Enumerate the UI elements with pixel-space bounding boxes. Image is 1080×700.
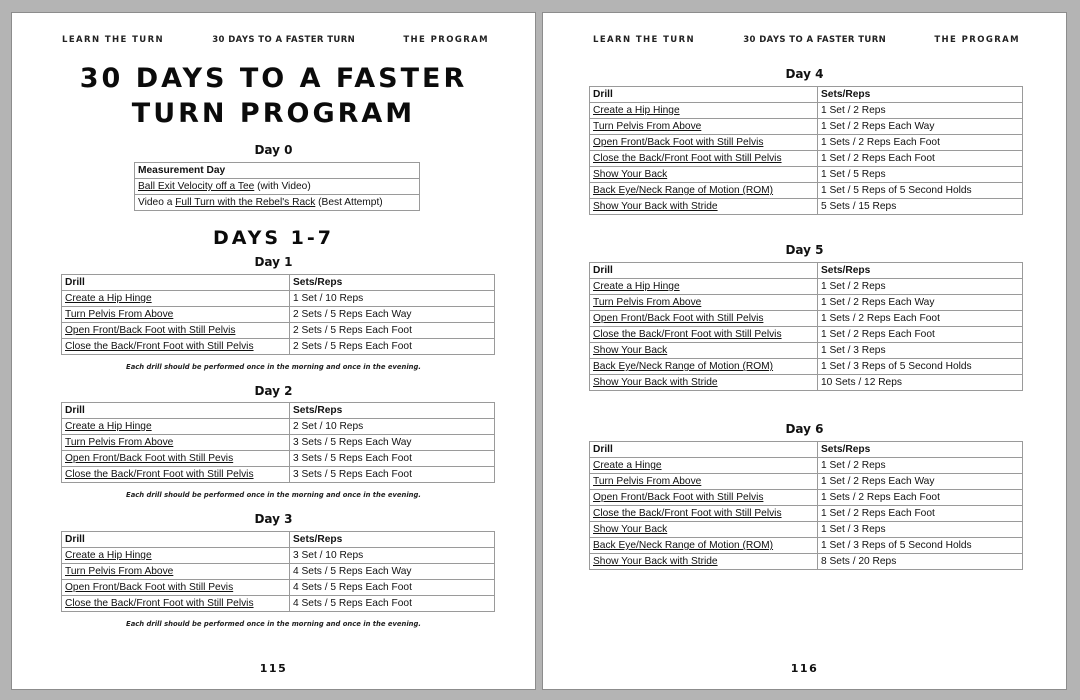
sets-reps: 1 Set / 10 Reps bbox=[290, 291, 495, 307]
sets-reps: 1 Set / 3 Reps bbox=[818, 522, 1023, 538]
sets-reps: 1 Set / 2 Reps Each Foot bbox=[818, 327, 1023, 343]
header-book-subtitle: 30 DAYS TO A FASTER TURN bbox=[743, 35, 887, 45]
table-row bbox=[590, 311, 1023, 327]
table-row bbox=[590, 359, 1023, 375]
day-2-note: Each drill should be performed once in the morning and once in the evening. bbox=[126, 491, 421, 499]
table-row bbox=[62, 564, 495, 580]
table-header-row bbox=[62, 403, 495, 419]
sets-reps: 1 Set / 2 Reps Each Way bbox=[818, 295, 1023, 311]
sets-reps: 1 Set / 2 Reps Each Way bbox=[818, 119, 1023, 135]
sets-reps: 10 Sets / 12 Reps bbox=[818, 375, 1023, 391]
sets-reps: 1 Set / 5 Reps of 5 Second Holds bbox=[818, 183, 1023, 199]
sets-reps: 1 Set / 2 Reps bbox=[818, 458, 1023, 474]
sets-reps: 1 Sets / 2 Reps Each Foot bbox=[818, 135, 1023, 151]
table-row bbox=[590, 135, 1023, 151]
drill-link[interactable]: Create a Hinge bbox=[590, 458, 818, 474]
table-header-row bbox=[590, 442, 1023, 458]
day-5-table bbox=[589, 262, 1023, 391]
drill-column-header: Drill bbox=[590, 442, 818, 458]
day-4-title: Day 4 bbox=[785, 67, 824, 81]
sets-reps: 2 Sets / 5 Reps Each Foot bbox=[290, 323, 495, 339]
measurement-item-prefix: Video a bbox=[138, 197, 176, 208]
day-2-title: Day 2 bbox=[254, 384, 293, 398]
drill-link[interactable]: Create a Hip Hinge bbox=[62, 419, 290, 435]
table-row bbox=[62, 467, 495, 483]
measurement-item bbox=[135, 179, 420, 195]
drill-column-header: Drill bbox=[590, 87, 818, 103]
drill-link[interactable]: Turn Pelvis From Above bbox=[62, 564, 290, 580]
sets-reps: 4 Sets / 5 Reps Each Foot bbox=[290, 596, 495, 612]
day-3-note: Each drill should be performed once in the morning and once in the evening. bbox=[126, 620, 421, 628]
sets-reps: 2 Sets / 5 Reps Each Foot bbox=[290, 339, 495, 355]
table-row bbox=[590, 327, 1023, 343]
sets-column-header: Sets/Reps bbox=[818, 263, 1023, 279]
table-row bbox=[590, 199, 1023, 215]
drill-column-header: Drill bbox=[62, 403, 290, 419]
table-row bbox=[62, 323, 495, 339]
header-book-subtitle: 30 DAYS TO A FASTER TURN bbox=[212, 35, 356, 45]
drill-link[interactable]: Back Eye/Neck Range of Motion (ROM) bbox=[590, 538, 818, 554]
sets-reps: 2 Sets / 5 Reps Each Way bbox=[290, 307, 495, 323]
table-row bbox=[62, 435, 495, 451]
drill-link[interactable]: Open Front/Back Foot with Still Pelvis bbox=[590, 135, 818, 151]
drill-link[interactable]: Open Front/Back Foot with Still Pevis bbox=[62, 580, 290, 596]
table-row bbox=[590, 103, 1023, 119]
table-row bbox=[590, 119, 1023, 135]
table-row bbox=[62, 291, 495, 307]
day-5-title: Day 5 bbox=[785, 243, 824, 257]
table-row bbox=[590, 458, 1023, 474]
drill-link[interactable]: Close the Back/Front Foot with Still Pelvis bbox=[62, 596, 290, 612]
drill-link[interactable]: Show Your Back bbox=[590, 522, 818, 538]
sets-reps: 1 Set / 3 Reps of 5 Second Holds bbox=[818, 538, 1023, 554]
page-115 bbox=[11, 12, 536, 690]
drill-column-header: Drill bbox=[62, 532, 290, 548]
day-0-table bbox=[134, 162, 420, 211]
section-title-days-1-7: DAYS 1-7 bbox=[212, 227, 335, 249]
program-title-line-1: 30 DAYS TO A FASTER bbox=[79, 63, 468, 94]
page-116 bbox=[542, 12, 1067, 690]
program-title bbox=[12, 61, 535, 131]
table-row bbox=[62, 339, 495, 355]
sets-reps: 1 Set / 2 Reps bbox=[818, 279, 1023, 295]
drill-link[interactable]: Show Your Back with Stride bbox=[590, 375, 818, 391]
page-number: 115 bbox=[259, 662, 288, 675]
day-6-table bbox=[589, 441, 1023, 570]
drill-link[interactable]: Create a Hip Hinge bbox=[590, 103, 818, 119]
table-row bbox=[62, 419, 495, 435]
table-row bbox=[590, 474, 1023, 490]
sets-reps: 3 Sets / 5 Reps Each Foot bbox=[290, 467, 495, 483]
program-title-line-2: TURN PROGRAM bbox=[131, 98, 416, 129]
drill-column-header: Drill bbox=[62, 275, 290, 291]
sets-reps: 5 Sets / 15 Reps bbox=[818, 199, 1023, 215]
table-header-row bbox=[590, 87, 1023, 103]
drill-link[interactable]: Open Front/Back Foot with Still Pelvis bbox=[590, 490, 818, 506]
drill-link[interactable]: Show Your Back bbox=[590, 343, 818, 359]
sets-column-header: Sets/Reps bbox=[818, 442, 1023, 458]
day-0-title: Day 0 bbox=[254, 143, 293, 157]
drill-link[interactable]: Open Front/Back Foot with Still Pevis bbox=[62, 451, 290, 467]
table-header-row bbox=[62, 275, 495, 291]
day-3-table bbox=[61, 531, 495, 612]
sets-reps: 1 Set / 2 Reps bbox=[818, 103, 1023, 119]
drill-link[interactable]: Turn Pelvis From Above bbox=[590, 474, 818, 490]
sets-column-header: Sets/Reps bbox=[290, 275, 495, 291]
running-header bbox=[62, 35, 489, 45]
drill-link[interactable]: Turn Pelvis From Above bbox=[62, 307, 290, 323]
table-row bbox=[590, 343, 1023, 359]
table-row bbox=[590, 506, 1023, 522]
table-row bbox=[135, 179, 420, 195]
day-1-title: Day 1 bbox=[254, 255, 293, 269]
drill-link[interactable]: Turn Pelvis From Above bbox=[590, 119, 818, 135]
sets-reps: 4 Sets / 5 Reps Each Foot bbox=[290, 580, 495, 596]
drill-link[interactable]: Close the Back/Front Foot with Still Pelvis bbox=[62, 339, 290, 355]
table-row bbox=[590, 295, 1023, 311]
table-row bbox=[62, 580, 495, 596]
sets-reps: 3 Sets / 5 Reps Each Foot bbox=[290, 451, 495, 467]
sets-reps: 1 Set / 2 Reps Each Foot bbox=[818, 506, 1023, 522]
table-row bbox=[62, 548, 495, 564]
sets-reps: 3 Sets / 5 Reps Each Way bbox=[290, 435, 495, 451]
header-section: THE PROGRAM bbox=[403, 35, 489, 45]
table-row bbox=[590, 554, 1023, 570]
table-row bbox=[590, 522, 1023, 538]
sets-reps: 2 Set / 10 Reps bbox=[290, 419, 495, 435]
measurement-day-header: Measurement Day bbox=[135, 163, 420, 179]
sets-column-header: Sets/Reps bbox=[290, 532, 495, 548]
table-row bbox=[590, 167, 1023, 183]
drill-link[interactable]: Turn Pelvis From Above bbox=[590, 295, 818, 311]
drill-link[interactable]: Close the Back/Front Foot with Still Pelvis bbox=[590, 327, 818, 343]
header-book-name: LEARN THE TURN bbox=[62, 35, 165, 45]
sets-reps: 1 Set / 5 Reps bbox=[818, 167, 1023, 183]
day-1-note: Each drill should be performed once in the morning and once in the evening. bbox=[126, 363, 421, 371]
measurement-item-note: (with Video) bbox=[254, 181, 311, 192]
measurement-item-note: (Best Attempt) bbox=[315, 197, 383, 208]
drill-link[interactable]: Open Front/Back Foot with Still Pelvis bbox=[590, 311, 818, 327]
sets-reps: 1 Sets / 2 Reps Each Foot bbox=[818, 490, 1023, 506]
drill-link[interactable]: Show Your Back with Stride bbox=[590, 199, 818, 215]
drill-link[interactable]: Close the Back/Front Foot with Still Pelvis bbox=[590, 506, 818, 522]
header-section: THE PROGRAM bbox=[934, 35, 1020, 45]
running-header bbox=[593, 35, 1020, 45]
table-row bbox=[590, 490, 1023, 506]
sets-reps: 8 Sets / 20 Reps bbox=[818, 554, 1023, 570]
table-row bbox=[135, 195, 420, 211]
drill-link[interactable]: Back Eye/Neck Range of Motion (ROM) bbox=[590, 359, 818, 375]
page-number: 116 bbox=[790, 662, 819, 675]
day-4-table bbox=[589, 86, 1023, 215]
sets-reps: 1 Set / 2 Reps Each Way bbox=[818, 474, 1023, 490]
table-row bbox=[590, 183, 1023, 199]
sets-reps: 1 Set / 3 Reps of 5 Second Holds bbox=[818, 359, 1023, 375]
table-row bbox=[590, 279, 1023, 295]
sets-reps: 3 Set / 10 Reps bbox=[290, 548, 495, 564]
drill-link[interactable]: Show Your Back with Stride bbox=[590, 554, 818, 570]
drill-link[interactable]: Create a Hip Hinge bbox=[590, 279, 818, 295]
header-book-name: LEARN THE TURN bbox=[593, 35, 696, 45]
drill-link[interactable]: Close the Back/Front Foot with Still Pelvis bbox=[62, 467, 290, 483]
table-header-row bbox=[590, 263, 1023, 279]
table-header-row bbox=[62, 532, 495, 548]
table-row bbox=[62, 596, 495, 612]
drill-link[interactable]: Open Front/Back Foot with Still Pelvis bbox=[62, 323, 290, 339]
drill-link[interactable]: Close the Back/Front Foot with Still Pelvis bbox=[590, 151, 818, 167]
exit-velocity-link[interactable]: Ball Exit Velocity off a Tee bbox=[138, 181, 255, 192]
table-row bbox=[62, 451, 495, 467]
table-row bbox=[590, 375, 1023, 391]
sets-reps: 1 Sets / 2 Reps Each Foot bbox=[818, 311, 1023, 327]
day-2-table bbox=[61, 402, 495, 483]
drill-link[interactable]: Create a Hip Hinge bbox=[62, 548, 290, 564]
drill-column-header: Drill bbox=[590, 263, 818, 279]
day-3-title: Day 3 bbox=[254, 512, 293, 526]
drill-link[interactable]: Back Eye/Neck Range of Motion (ROM) bbox=[590, 183, 818, 199]
table-row bbox=[135, 163, 420, 179]
drill-link[interactable]: Turn Pelvis From Above bbox=[62, 435, 290, 451]
sets-column-header: Sets/Reps bbox=[290, 403, 495, 419]
table-row bbox=[590, 151, 1023, 167]
day-6-title: Day 6 bbox=[785, 422, 824, 436]
table-row bbox=[62, 307, 495, 323]
day-1-table bbox=[61, 274, 495, 355]
sets-reps: 1 Set / 3 Reps bbox=[818, 343, 1023, 359]
sets-column-header: Sets/Reps bbox=[818, 87, 1023, 103]
full-turn-link[interactable]: Full Turn with the Rebel's Rack bbox=[175, 197, 316, 208]
drill-link[interactable]: Show Your Back bbox=[590, 167, 818, 183]
measurement-item bbox=[135, 195, 420, 211]
table-row bbox=[590, 538, 1023, 554]
sets-reps: 4 Sets / 5 Reps Each Way bbox=[290, 564, 495, 580]
sets-reps: 1 Set / 2 Reps Each Foot bbox=[818, 151, 1023, 167]
drill-link[interactable]: Create a Hip Hinge bbox=[62, 291, 290, 307]
